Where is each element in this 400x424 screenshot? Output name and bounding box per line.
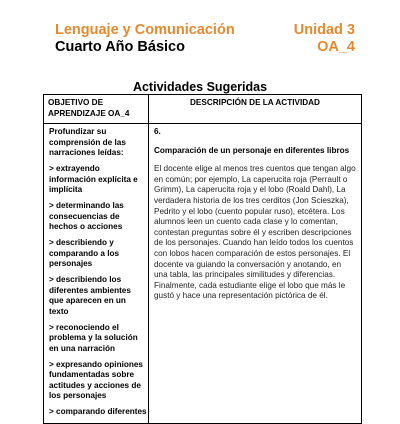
activities-table xyxy=(43,94,362,424)
unit-label: Unidad 3 xyxy=(293,22,355,38)
objective-column-header: OBJETIVO DE APRENDIZAJE OA_4 xyxy=(48,98,130,118)
header-divider xyxy=(44,123,361,124)
column-divider xyxy=(148,95,149,423)
section-title: Actividades Sugeridas xyxy=(132,80,268,94)
activity-column-header: DESCRIPCIÓN DE LA ACTIVIDAD xyxy=(190,98,320,107)
activity-title: Comparación de un personaje en diferentes libros xyxy=(154,145,350,155)
objective-item: Profundizar su comprensión de las narraciones leídas: xyxy=(49,127,126,157)
objective-item: > comparando diferentes xyxy=(49,407,147,416)
oa-label: OA_4 xyxy=(317,39,355,55)
objective-item: > expresando opiniones fundamentadas sobre actitudes y acciones de los personajes xyxy=(49,359,143,400)
activity-number: 6. xyxy=(154,127,161,136)
objective-item: > extrayendo información explícita e implícita xyxy=(49,164,138,194)
objective-item: > reconociendo el problema y la solución en una narración xyxy=(49,322,138,353)
activity-body: El docente elige al menos tres cuentos que tengan algo en común; por ejemplo, La caperucita roja (Perrault o Grimm), La caperucita roja y el lobo (Roald Dahl), La verdadera historia de los tres cerditos (Jon Scieszka), Pedrito y el lobo (cuento popular ruso), etcétera. Los alumnos leen un cuento cada clase y lo comentan, contestan preguntas sobre él y escriben descripciones de los personajes. Cuando han leído todos los cuentos con lobos hacen comparación de estos personajes. El docente va guiando la conversación y anotando, en una tabla, las principales similitudes y diferencias. Finalmente, cada estudiante elige el lobo que más le gustó y hace una representación pictórica de él. xyxy=(154,164,356,301)
objective-item: > determinando las consecuencias de hechos o acciones xyxy=(49,201,124,231)
objective-item: > describiendo y comparando a los personajes xyxy=(49,238,120,268)
activity-description xyxy=(154,127,356,302)
objective-item: > describiendo los diferentes ambientes que aparecen en un texto xyxy=(49,275,131,316)
grade-title: Cuarto Año Básico xyxy=(55,39,185,55)
objectives-list xyxy=(49,127,147,423)
document-header xyxy=(55,22,355,58)
subject-title: Lenguaje y Comunicación xyxy=(55,22,235,38)
